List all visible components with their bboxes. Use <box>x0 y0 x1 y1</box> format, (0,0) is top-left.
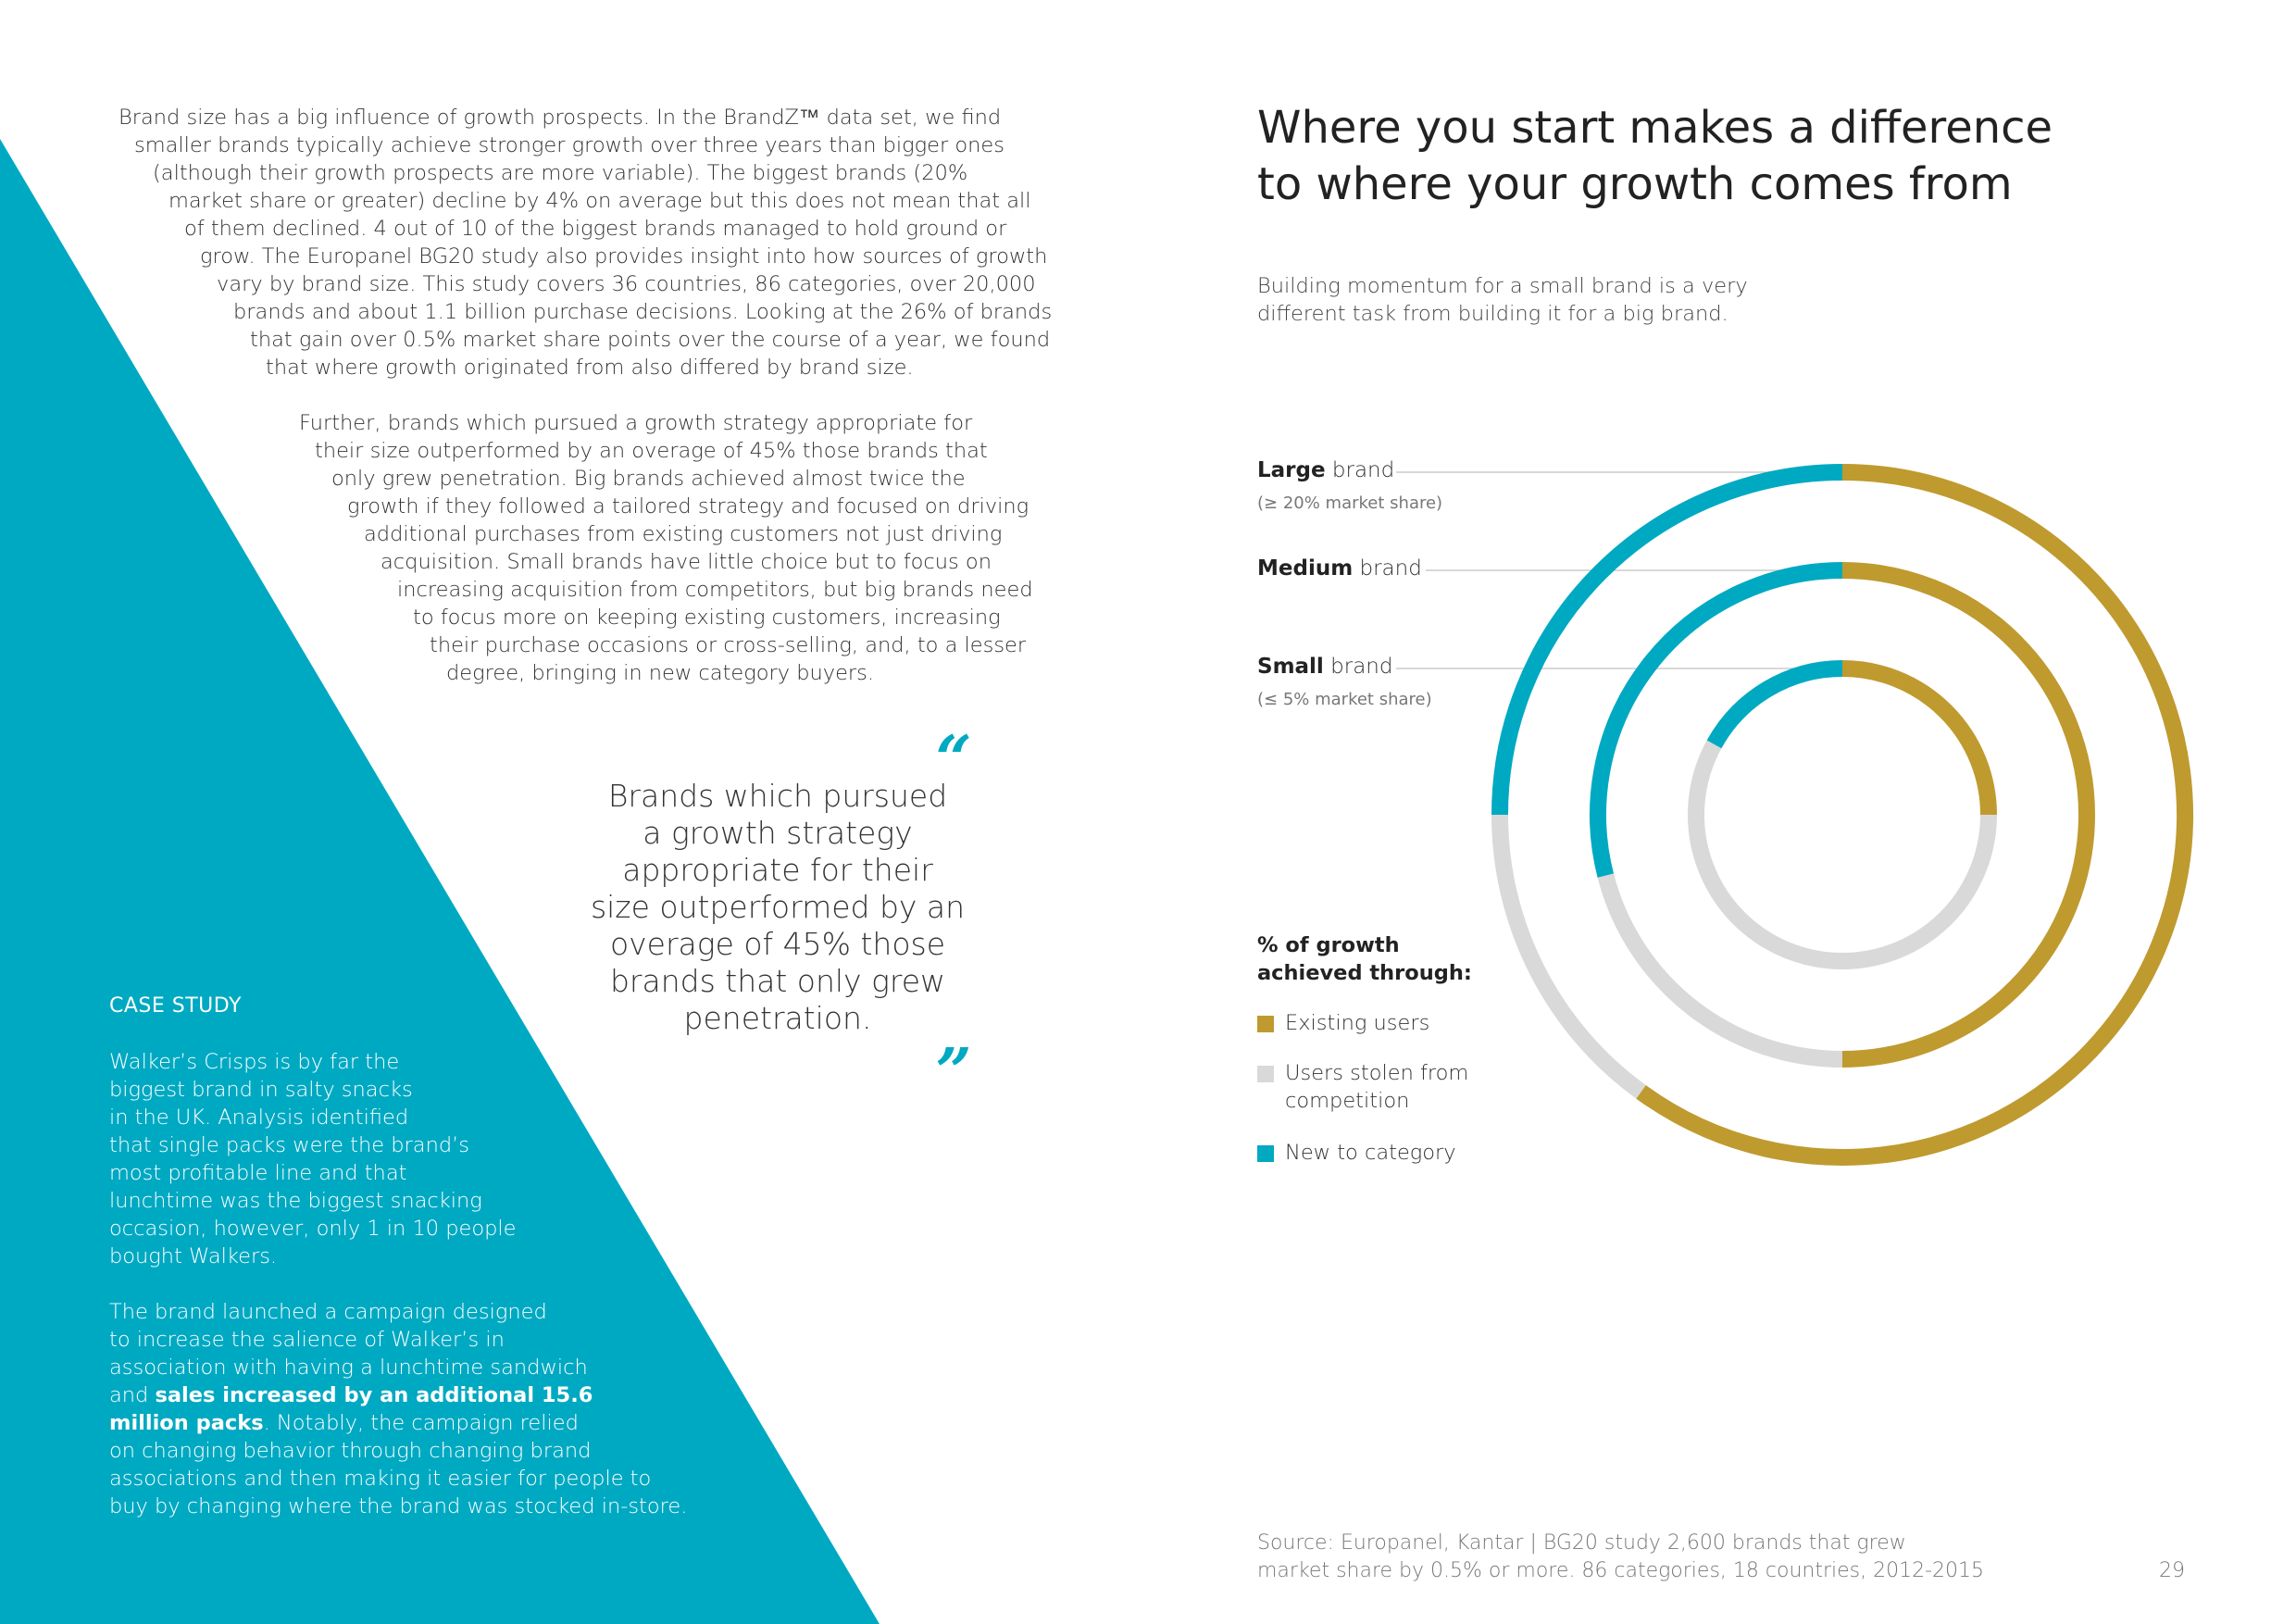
legend-title <box>1257 931 1472 987</box>
case-text: . Notably, the campaign relied <box>263 1411 579 1435</box>
case-text: and <box>109 1383 156 1407</box>
brand-word: brand <box>1353 556 1422 581</box>
body-line: to focus more on keeping existing customers, increasing <box>413 606 1001 630</box>
case-line: association with having a lunchtime sandwich <box>109 1355 588 1380</box>
case-line: The brand launched a campaign designed <box>109 1300 547 1324</box>
case-line: to increase the salience of Walker’s in <box>109 1328 505 1352</box>
quote-line: brands that only grew <box>609 963 946 999</box>
body-line: Brand size has a big influence of growth prospects. In the BrandZ™ data set, we find <box>119 106 1002 130</box>
case-line: associations and then making it easier for people to <box>109 1467 652 1491</box>
body-line: brands and about 1.1 billion purchase decisions. Looking at the 26% of brands <box>233 300 1053 324</box>
brand-word: brand <box>1325 458 1395 482</box>
case-line: bought Walkers. <box>109 1244 278 1268</box>
quote-open-mark: “ <box>935 722 972 796</box>
body-line: their purchase occasions or cross-selling, and, to a lesser <box>430 633 1027 657</box>
brand-size: Large <box>1257 458 1326 482</box>
legend-title-line: % of growth <box>1257 933 1400 957</box>
source-line: Source: Europanel, Kantar | BG20 study 2,600 brands that grew <box>1257 1531 1906 1555</box>
case-highlight: sales increased by an additional 15.6 <box>155 1383 593 1407</box>
case-line: that single packs were the brand’s <box>109 1133 469 1157</box>
body-line: smaller brands typically achieve stronger growth over three years than bigger ones <box>134 133 1005 157</box>
brand-word: brand <box>1323 655 1393 679</box>
quote-line: appropriate for their <box>622 852 933 888</box>
page-number: 29 <box>2159 1559 2185 1582</box>
body-line: Further, brands which pursued a growth strategy appropriate for <box>299 411 973 435</box>
medium-brand-label <box>1257 555 1422 582</box>
quote-line: Brands which pursued <box>607 778 948 814</box>
small-brand-label <box>1257 653 1392 681</box>
subtitle-line: Building momentum for a small brand is a very <box>1257 274 1748 298</box>
legend-label: Users stolen from <box>1285 1061 1469 1085</box>
body-line: only grew penetration. Big brands achieved almost twice the <box>331 467 966 491</box>
grey-swatch <box>1257 1066 1274 1082</box>
body-line: that where growth originated from also differed by brand size. <box>266 356 914 380</box>
case-line: on changing behavior through changing brand <box>109 1439 592 1463</box>
case-line: buy by changing where the brand was stocked in-store. <box>109 1494 688 1518</box>
quote-line: penetration. <box>683 1000 872 1036</box>
body-line: market share or greater) decline by 4% on average but this does not mean that all <box>168 189 1031 213</box>
quote-line: a growth strategy <box>643 815 913 851</box>
source-line: market share by 0.5% or more. 86 categories, 18 countries, 2012-2015 <box>1257 1559 1985 1582</box>
large-brand-label <box>1257 456 1394 484</box>
body-line: acquisition. Small brands have little choice but to focus on <box>381 550 992 574</box>
small-ring-users-stolen-arc <box>1696 744 1989 961</box>
case-line: Walker’s Crisps is by far the <box>109 1050 400 1074</box>
body-line: (although their growth prospects are more variable). The biggest brands (20% <box>153 161 968 185</box>
body-line: vary by brand size. This study covers 36 countries, 86 categories, over 20,000 <box>217 272 1036 296</box>
small-brand-note: (≤ 5% market share) <box>1257 690 1432 709</box>
medium-ring-existing-users-arc <box>1842 570 2087 1059</box>
case-study-heading: CASE STUDY <box>109 994 242 1018</box>
body-line: degree, bringing in new category buyers. <box>446 661 875 685</box>
case-line: lunchtime was the biggest snacking <box>109 1189 482 1213</box>
body-line: increasing acquisition from competitors, but big brands need <box>397 578 1033 602</box>
small-ring-existing-users-arc <box>1842 668 1989 815</box>
body-line: grow. The Europanel BG20 study also provides insight into how sources of growth <box>200 244 1048 269</box>
body-line: that gain over 0.5% market share points over the course of a year, we found <box>250 328 1051 352</box>
body-line: growth if they followed a tailored strategy and focused on driving <box>347 494 1029 518</box>
title-line: to where your growth comes from <box>1257 158 2013 210</box>
case-line: biggest brand in salty snacks <box>109 1078 413 1102</box>
teal-swatch <box>1257 1145 1274 1162</box>
body-line: their size outperformed by an overage of 45% those brands that <box>315 439 988 463</box>
quote-close-mark: ” <box>935 1035 972 1109</box>
case-highlight: million packs <box>109 1411 264 1435</box>
legend-title-line: achieved through: <box>1257 961 1472 985</box>
case-line: in the UK. Analysis identified <box>109 1106 409 1130</box>
small-ring-new-to-category-arc <box>1715 668 1842 744</box>
large-brand-note: (≥ 20% market share) <box>1257 493 1443 513</box>
brand-size: Medium <box>1257 556 1354 581</box>
quote-line: size outperformed by an <box>590 889 966 925</box>
body-line: additional purchases from existing customers not just driving <box>364 522 1003 546</box>
body-line: of them declined. 4 out of 10 of the biggest brands managed to hold ground or <box>184 217 1007 241</box>
legend-label: New to category <box>1285 1141 1456 1165</box>
case-line: occasion, however, only 1 in 10 people <box>109 1217 517 1241</box>
brand-size: Small <box>1257 655 1324 679</box>
legend-label: competition <box>1285 1089 1410 1113</box>
case-line: most profitable line and that <box>109 1161 407 1185</box>
subtitle-line: different task from building it for a big brand. <box>1257 302 1728 326</box>
gold-swatch <box>1257 1016 1274 1032</box>
rings-group <box>1500 472 2185 1157</box>
title-line: Where you start makes a difference <box>1257 102 2053 154</box>
legend-label: Existing users <box>1285 1011 1430 1035</box>
large-ring-users-stolen-arc <box>1500 815 1641 1092</box>
source-note <box>1257 1530 1984 1585</box>
quote-line: overage of 45% those <box>609 926 946 962</box>
